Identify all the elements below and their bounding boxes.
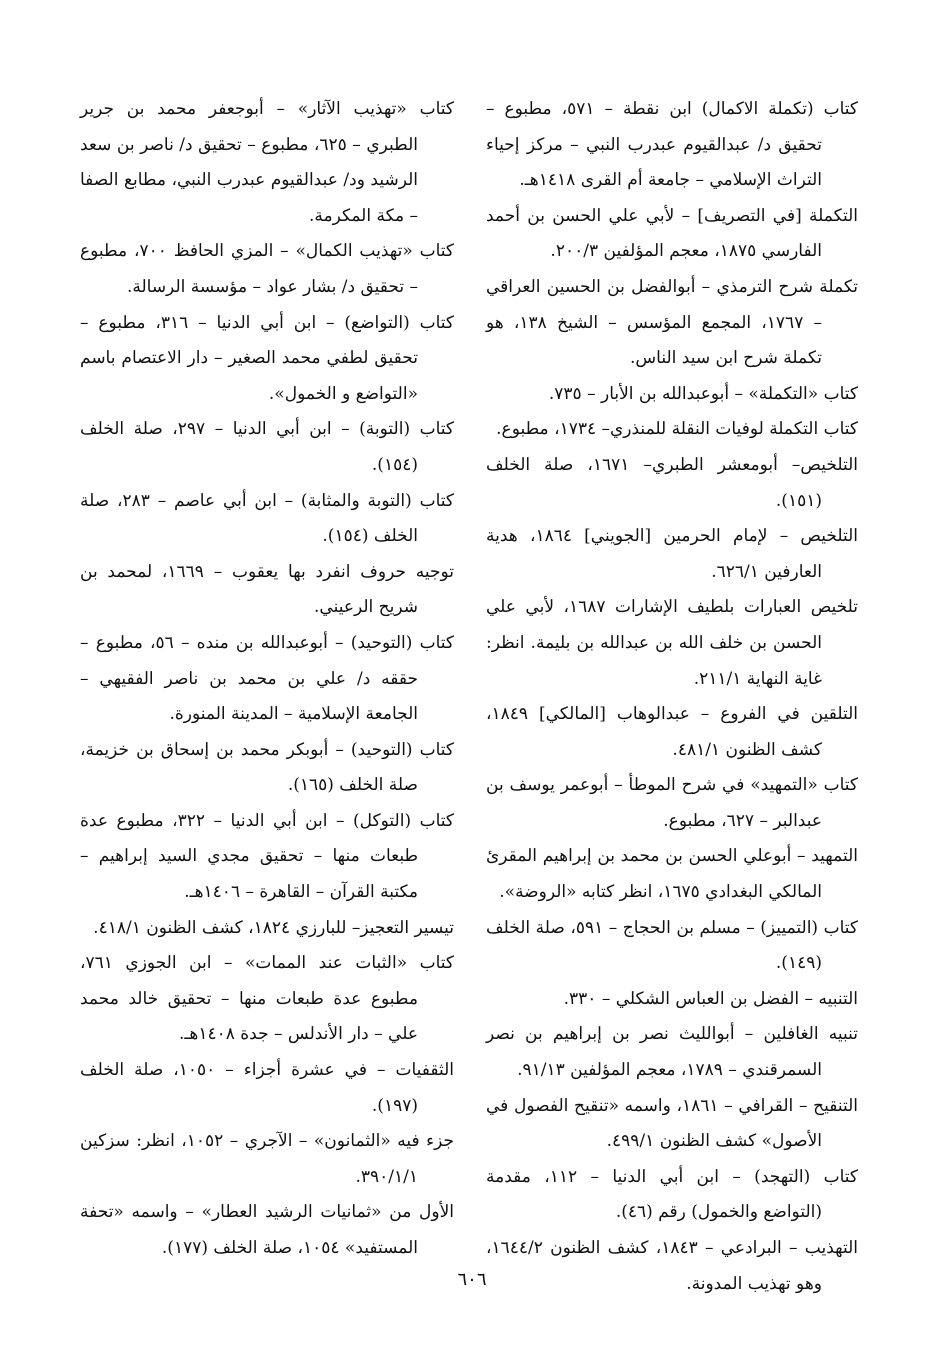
bibliography-entry: كتاب «التمهيد» في شرح الموطأ – أبوعمر يوسف بن عبدالبر – ٦٢٧، مطبوع. (486, 775, 858, 831)
bibliography-entry: كتاب (تكملة الاكمال) ابن نقطة – ٥٧١، مطبوع – تحقيق د/ عبدالقيوم عبدرب النبي – مركز إحياء التراث الإسلامي – جامعة أم القرى ١٤١٨هـ. (486, 99, 858, 191)
bibliography-entry: كتاب (التوبة والمثابة) – ابن أبي عاصم – ٢٨٣، صلة الخلف (١٥٤). (80, 490, 455, 547)
bibliography-entry: كتاب (التوكل) – ابن أبي الدنيا – ٣٢٢، مطبوع عدة طبعات منها – تحقيق مجدي السيد إبراهيم – مكتبة القرآن – القاهرة – ١٤٠٦هـ. (80, 810, 454, 903)
bibliography-entry: تنبيه الغافلين – أبوالليث نصر بن إبراهيم بن نصر السمرقندي – ١٧٨٩، معجم المؤلفين ٩١/١٣. (486, 1024, 858, 1081)
right-column (486, 92, 858, 1302)
bibliography-entry: الأول من «ثمانيات الرشيد العطار» – واسمه «تحفة المستفيد» ١٠٥٤، صلة الخلف (١٧٧). (80, 1202, 454, 1258)
bibliography-entry: تيسير التعجيز– للبارزي ١٨٢٤، كشف الظنون ٤١٨/١. (93, 917, 454, 938)
bibliography-entry: جزء فيه «الثمانون» – الآجري – ١٠٥٢، انظر: سزكين ٣٩٠/١/١. (80, 1131, 454, 1187)
bibliography-entry: كتاب «التكملة» – أبوعبدالله بن الأبار – ٧٣٥. (548, 383, 858, 404)
bibliography-entry: كتاب (التوحيد) – أبوعبدالله بن منده – ٥٦، مطبوع – حققه د/ علي بن محمد بن ناصر الفقيهي – الجامعة الإسلامية – المدينة المنورة. (80, 632, 454, 725)
bibliography-entry: التلخيص– أبومعشر الطبري– ١٦٧١، صلة الخلف (١٥١). (486, 454, 858, 511)
bibliography-entry: تلخيص العبارات بلطيف الإشارات ١٦٨٧، لأبي علي الحسن بن خلف الله بن عبدالله بن بليمة. انظر: غاية النهاية ٢١١/١. (486, 597, 858, 689)
bibliography-entry: التكملة [في التصريف] – لأبي علي الحسن بن أحمد الفارسي ١٨٧٥، معجم المؤلفين ٢٠٠/٣. (486, 205, 858, 262)
bibliography-entry: التنقيح – القرافي – ١٨٦١، واسمه «تنقيح الفصول في الأصول» كشف الظنون ٤٩٩/١. (486, 1095, 858, 1152)
bibliography-entry: كتاب «تهذيب الكمال» – المزي الحافظ ٧٠٠، مطبوع – تحقيق د/ بشار عواد – مؤسسة الرسالة. (80, 241, 454, 297)
bibliography-entry: التلقين في الفروع – عبدالوهاب [المالكي] ١٨٤٩، كشف الظنون ٤٨١/١. (486, 704, 858, 760)
bibliography-entry: كتاب (التوحيد) – أبوبكر محمد بن إسحاق بن خزيمة، صلة الخلف (١٦٥). (80, 739, 454, 796)
bibliography-entry: كتاب «الثبات عند الممات» – ابن الجوزي ٧٦١، مطبوع عدة طبعات منها – تحقيق خالد محمد علي – دار الأندلس – جدة ١٤٠٨هـ. (80, 953, 454, 1045)
bibliography-entry: كتاب التكملة لوفيات النقلة للمنذري– ١٧٣٤، مطبوع. (496, 419, 858, 440)
bibliography-entry: التلخيص – لإمام الحرمين [الجويني] ١٨٦٤، هدية العارفين ٦٢٦/١. (486, 526, 858, 582)
bibliography-entry: كتاب «تهذيب الآثار» – أبوجعفر محمد بن جرير الطبري – ٦٢٥، مطبوع – تحقيق د/ ناصر بن سعد الرشيد ود/ عبدالقيوم عبدرب النبي، مطابع الصفا – مكة المكرمة. (80, 99, 454, 226)
bibliography-entry: التمهيد – أبوعلي الحسن بن محمد بن إبراهيم المقرئ المالكي البغدادي ١٦٧٥، انظر كتابه «الروضة». (486, 846, 858, 903)
bibliography-entry: تكملة شرح الترمذي – أبوالفضل بن الحسين العراقي – ١٧٦٧، المجمع المؤسس – الشيخ ١٣٨، هو تكملة شرح ابن سيد الناس. (486, 276, 858, 369)
bibliography-entry: توجيه حروف انفرد بها يعقوب – ١٦٦٩، لمحمد بن شريح الرعيني. (80, 561, 455, 618)
page-number: ٦٠٦ (457, 1269, 487, 1290)
bibliography-entry: التنبيه – الفضل بن العباس الشكلي – ٣٣٠. (563, 988, 858, 1009)
bibliography-entry: كتاب (التمييز) – مسلم بن الحجاج – ٥٩١، صلة الخلف (١٤٩). (486, 917, 858, 974)
bibliography-entry: كتاب (التهجد) – ابن أبي الدنيا – ١١٢، مقدمة (التواضع والخمول) رقم (٤٦). (486, 1166, 858, 1223)
bibliography-entry: كتاب (التواضع) – ابن أبي الدنيا – ٣١٦، مطبوع – تحقيق لطفي محمد الصغير – دار الاعتصام باسم «التواضع و الخمول». (80, 312, 455, 404)
bibliography-entry: الثقفيات – في عشرة أجزاء – ١٠٥٠، صلة الخلف (١٩٧). (80, 1060, 454, 1116)
left-column (80, 92, 454, 1267)
bibliography-entry: التهذيب – البرادعي – ١٨٤٣، كشف الظنون ١٦٤٤/٢، وهو تهذيب المدونة. (486, 1238, 858, 1294)
bibliography-entry: كتاب (التوبة) – ابن أبي الدنيا – ٢٩٧، صلة الخلف (١٥٤). (80, 419, 455, 475)
